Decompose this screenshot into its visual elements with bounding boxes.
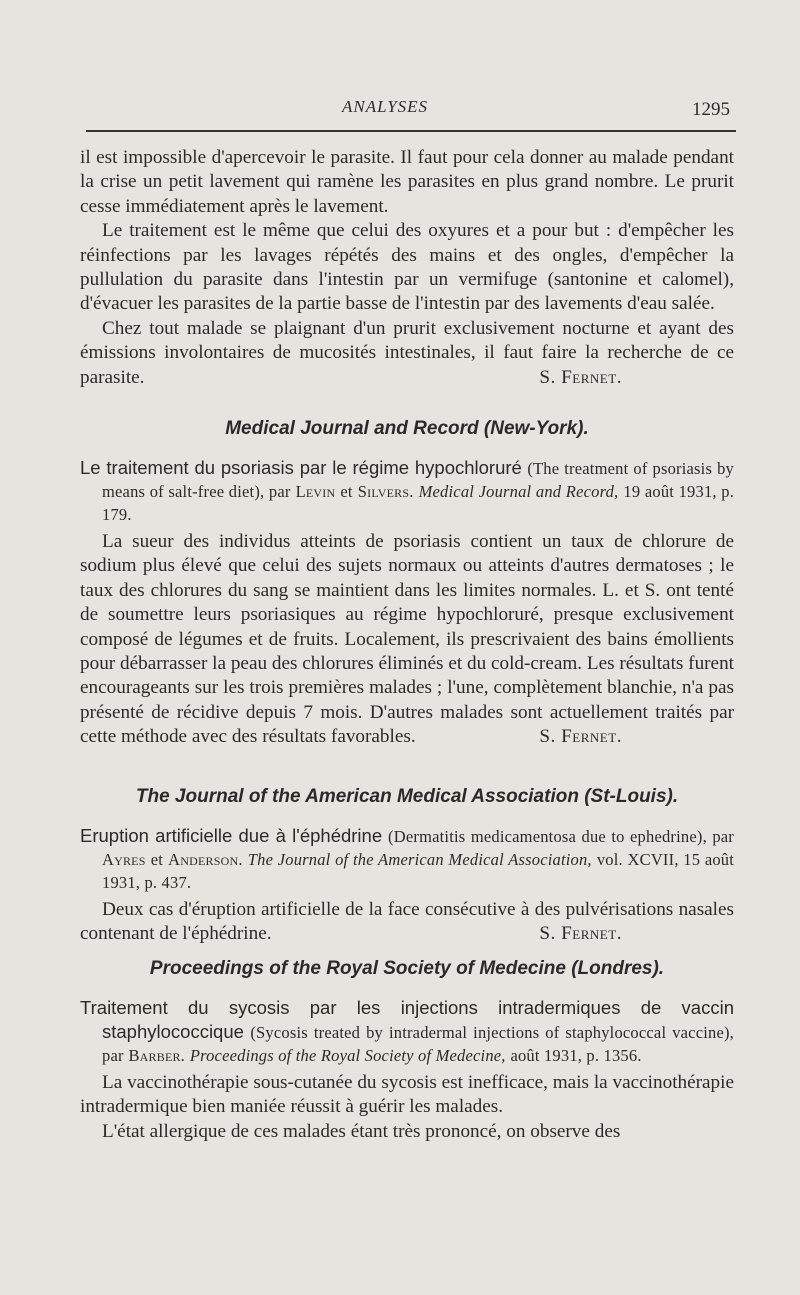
- article-title: Traitement du sycosis par les injections intradermiques de vaccin staphylococcique: [80, 997, 734, 1042]
- signature: S. Fernet.: [539, 726, 622, 748]
- journal-section: [80, 418, 734, 440]
- author: Ayres: [102, 850, 146, 869]
- author: Silvers.: [357, 482, 414, 501]
- paragraph: L'état allergique de ces malades étant très prononcé, on observe des: [102, 1120, 621, 1142]
- signature: S. Fernet.: [539, 366, 622, 388]
- paragraph: La sueur des individus atteints de psoriasis contient un taux de chlorure de sodium plus élevé que celui des sujets normaux ou atteints d'autres dermatoses ; le taux des chlorures du sang se maintient dans les limites normales. L. et S. ont tenté de soumettre leurs psoriasiques au régime hypochloruré, presque exclusivement composé de légumes et de fruits. Localement, ils prescrivaient des bains émollients pour débarrasser la peau des chlorures éliminés et du cold-cream. Les résultats furent encourageants sur les trois premières malades ; l'une, complètement blanchie, n'a pas présenté de récidive depuis 7 mois. D'autres malades sont actuellement traités par cette méthode avec des résultats favorables.: [80, 531, 734, 748]
- article-title: Le traitement du psoriasis par le régime hypochloruré: [80, 457, 522, 478]
- paragraph: il est impossible d'apercevoir le parasite. Il faut pour cela donner au malade pendant la crise un petit lavement qui ramène les parasites en plus grand nombre. Le prurit cesse immédiatement après le lavement.: [80, 147, 734, 217]
- article-reference: Traitement du sycosis par les injections intradermiques de vaccin staphylococcique (Sycosis treated by intradermal injections of staphylococcal vaccine), par Barber. Proceedings of the Royal Society of Medecine, août 1931, p. 1356.: [80, 997, 734, 1065]
- section-continuation: [80, 146, 734, 390]
- author: Levin: [295, 482, 336, 501]
- journal-heading: The Journal of the American Medical Association (St-Louis).: [135, 786, 679, 807]
- journal-name: Proceedings of the Royal Society of Medecine,: [189, 1046, 506, 1065]
- journal-name: The Journal of the American Medical Association,: [247, 850, 592, 869]
- journal-section: [80, 786, 734, 808]
- article-entry: [80, 824, 734, 947]
- article-reference: Eruption artificielle due à l'éphédrine (Dermatitis medicamentosa due to ephedrine), par Ayres et Anderson. The Journal of the American Medical Association, vol. XCVII, 15 août 1931, p. 437.: [80, 825, 735, 892]
- article-title: Eruption artificielle due à l'éphédrine: [80, 825, 383, 846]
- paragraph: Deux cas d'éruption artificielle de la face consécutive à des pulvérisations nasales contenant de l'éphédrine.: [80, 899, 734, 945]
- paragraph: Le traitement est le même que celui des oxyures et a pour but : d'empêcher les réinfections par les lavages répétés des mains et des ongles, d'empêcher la pullulation du parasite dans l'intestin par un vermifuge (santonine et calomel), d'évacuer les parasites de la partie basse de l'intestin par des lavements d'eau salée.: [80, 220, 734, 315]
- author: Anderson.: [168, 850, 243, 869]
- signature: S. Fernet.: [539, 923, 622, 945]
- journal-name: Medical Journal and Record,: [418, 482, 619, 501]
- author: Barber.: [128, 1046, 186, 1065]
- paragraph: La vaccinothérapie sous-cutanée du sycosis est inefficace, mais la vaccinothérapie intradermique bien maniée réussit à guérir les malades.: [80, 1072, 734, 1118]
- paragraph: Chez tout malade se plaignant d'un prurit exclusivement nocturne et ayant des émissions involontaires de mucosités intestinales, il faut faire la recherche de ce parasite.: [80, 317, 734, 388]
- article-entry: [80, 456, 734, 750]
- header-rule: [86, 130, 736, 132]
- article-entry: [80, 996, 734, 1144]
- journal-heading: Proceedings of the Royal Society of Medecine (Londres).: [149, 958, 665, 979]
- signature-line: [80, 366, 734, 390]
- journal-section: [80, 958, 734, 980]
- running-header: ANALYSES: [342, 97, 429, 116]
- journal-heading: Medical Journal and Record (New-York).: [225, 418, 589, 439]
- article-reference: Le traitement du psoriasis par le régime hypochloruré (The treatment of psoriasis by means of salt-free diet), par Levin et Silvers. Medical Journal and Record, 19 août 1931, p. 179.: [80, 457, 735, 524]
- page-number: 1295: [692, 99, 730, 120]
